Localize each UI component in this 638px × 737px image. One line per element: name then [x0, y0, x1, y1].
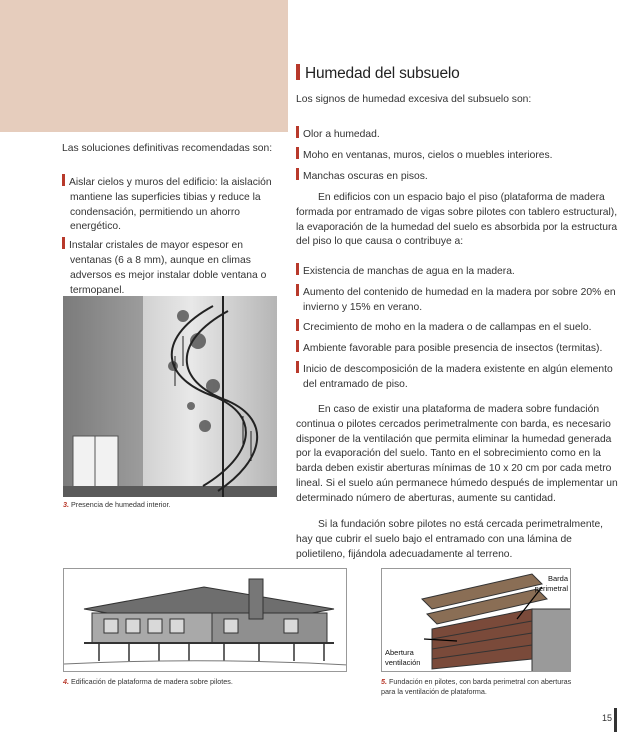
list-item: Existencia de manchas de agua en la madera. — [296, 263, 618, 280]
page-number: 15 — [602, 713, 613, 723]
bullet-marker — [296, 319, 299, 331]
list-item: Inicio de descomposición de la madera existente en algún elemento del entramado de piso. — [296, 361, 618, 393]
figure-3-photo — [63, 296, 277, 497]
solutions-list — [62, 174, 284, 300]
section-title: Humedad del subsuelo — [296, 64, 460, 83]
label-abertura: Abertura — [385, 648, 414, 657]
paragraph-2: En caso de existir una plataforma de madera sobre fundación continua o pilotes cercados perimetralmente con barda, es necesario disponer de la ventilación que permita eliminar la humedad generada por la evaporación del suelo. Tanto en el sobrecimiento como en la barda deben existir aberturas mínimas de 10 x 20 cm por cada metro lineal. Si el suelo aún permanece húmedo después de implementar un determinado número de aberturas, aumente su cantidad. — [296, 404, 618, 504]
figure-5-drawing — [381, 568, 571, 672]
list-item: Moho en ventanas, muros, cielos o muebles interiores. — [296, 147, 616, 164]
list-item: Manchas oscuras en pisos. — [296, 168, 616, 185]
bullet-marker — [62, 237, 65, 249]
list-item: Aislar cielos y muros del edificio: la aislación mantiene las superficies tibias y reduce la condensación, permitiendo un ahorro energético. — [62, 174, 284, 235]
intro-text: Los signos de humedad excesiva del subsuelo son: — [296, 94, 532, 105]
list-item: Instalar cristales de mayor espesor en ventanas (6 a 8 mm), aunque en climas adversos es mejor instalar doble ventana o termopanel. — [62, 237, 284, 298]
bullet-marker — [62, 174, 65, 186]
bullet-marker — [296, 126, 299, 138]
house-on-piles-illustration — [64, 569, 347, 672]
symptoms-list — [296, 126, 616, 188]
bullet-marker — [296, 361, 299, 373]
spiral-staircase-illustration — [63, 296, 277, 497]
effects-list — [296, 263, 618, 397]
bullet-marker — [296, 340, 299, 352]
bullet-marker — [296, 147, 299, 159]
list-item: Crecimiento de moho en la madera o de callampas en el suelo. — [296, 319, 618, 336]
label-barda: Barda — [547, 574, 568, 583]
paragraph-3: Si la fundación sobre pilotes no está cercada perimetralmente, hay que cubrir el suelo bajo el entramado con una lámina de polietileno, fijándola adecuadamente al terreno. — [296, 519, 604, 560]
figure-3-caption: 3. Presencia de humedad interior. — [63, 500, 171, 509]
figure-4-caption: 4. Edificación de plataforma de madera sobre pilotes. — [63, 677, 233, 686]
list-item: Ambiente favorable para posible presencia de insectos (termitas). — [296, 340, 618, 357]
figure-5-caption: 5. Fundación en pilotes, con barda perimetral con aberturas para la ventilación de plataforma. — [381, 677, 572, 696]
bullet-marker — [296, 263, 299, 275]
title-marker — [296, 64, 300, 80]
lead-text: Las soluciones definitivas recomendadas son: — [62, 143, 273, 154]
list-item: Olor a humedad. — [296, 126, 616, 143]
paragraph-1: En edificios con un espacio bajo el piso (plataforma de madera formada por entramado de vigas sobre pilotes con tablero estructural), la evaporación de la humedad del suelo es absorbida por la estructura del piso lo que causa o contribuye a: — [296, 192, 618, 248]
figure-4-drawing — [63, 568, 347, 672]
list-item: Aumento del contenido de humedad en la madera por sobre 20% en invierno y 15% en verano. — [296, 284, 618, 316]
page-number-bar — [614, 708, 617, 732]
label-ventilacion: ventilación — [385, 658, 421, 667]
perimeter-skirt-illustration — [382, 569, 571, 672]
label-perimetral: perimetral — [534, 584, 568, 593]
top-left-band — [0, 0, 288, 132]
bullet-marker — [296, 168, 299, 180]
bullet-marker — [296, 284, 299, 296]
